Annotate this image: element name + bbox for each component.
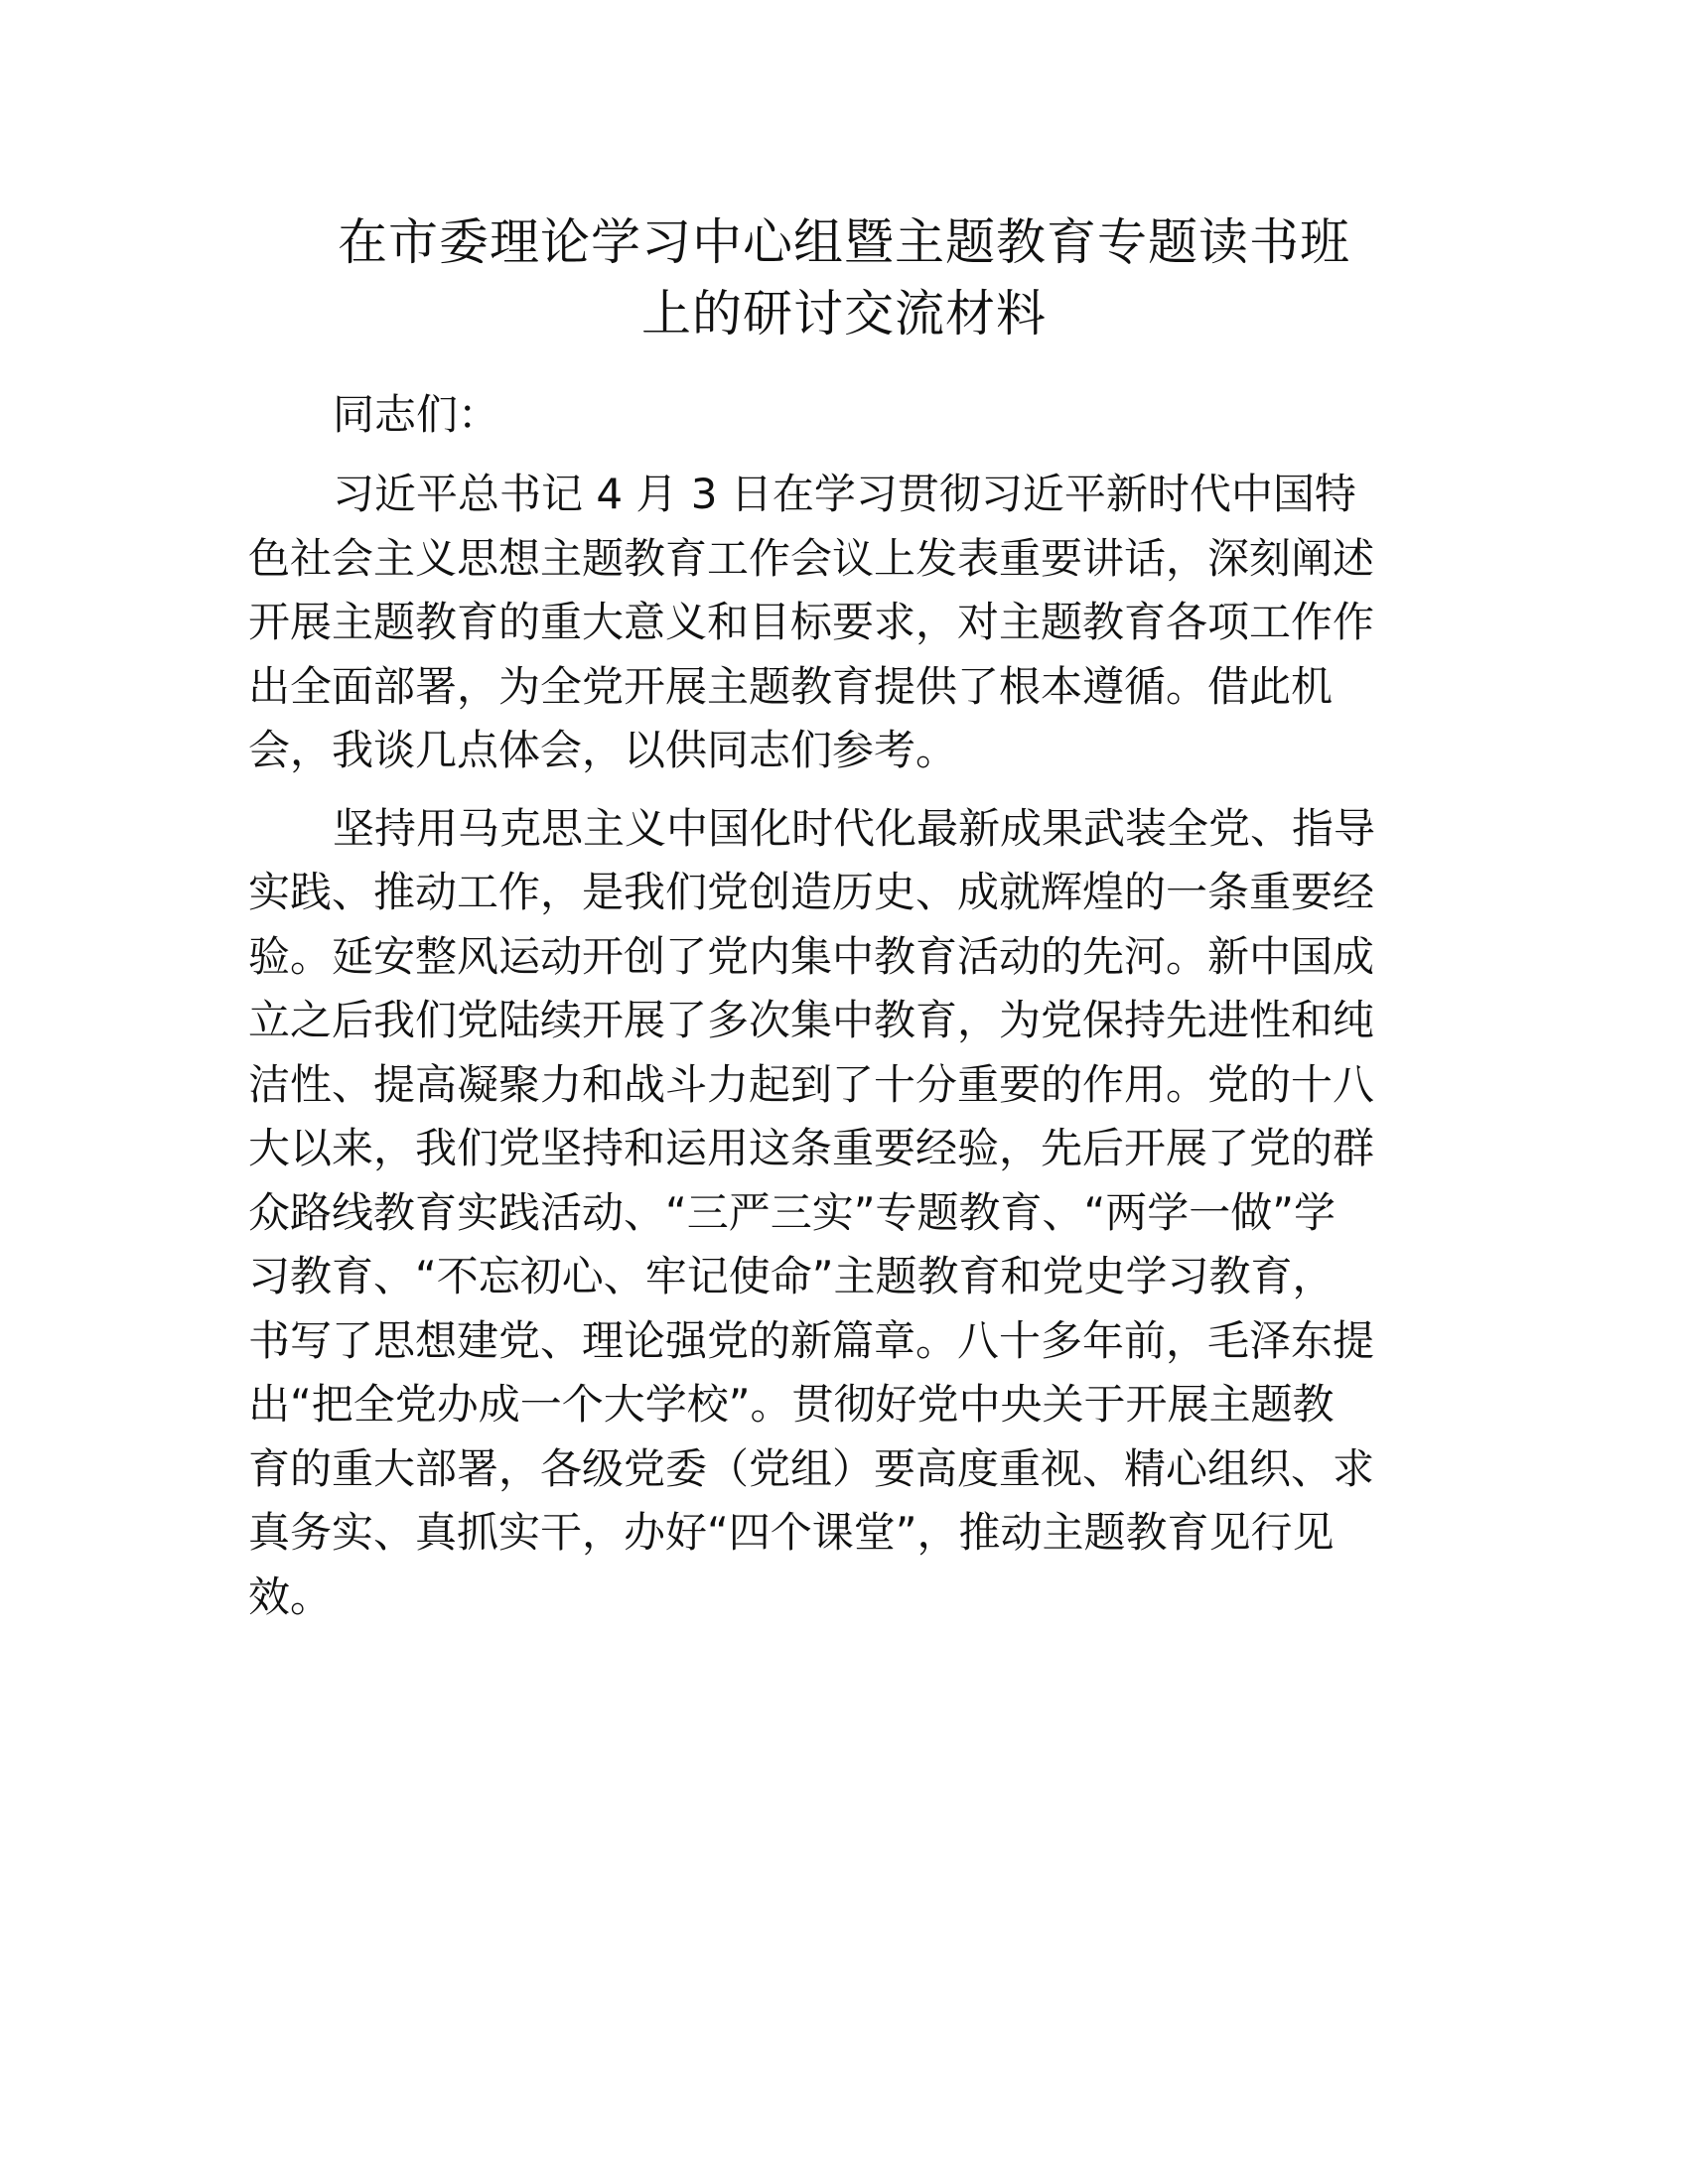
paragraph-line: 书写了思想建党、理论强党的新篇章。八十多年前，毛泽东提 — [248, 1315, 1375, 1365]
paragraph-line: 出“把全党办成一个大学校”。贯彻好党中央关于开展主题教 — [248, 1380, 1335, 1429]
salutation: 同志们： — [333, 390, 500, 439]
paragraph-line: 开展主题教育的重大意义和目标要求，对主题教育各项工作作 — [248, 598, 1375, 646]
paragraph-line: 验。延安整风运动开创了党内集中教育活动的先河。新中国成 — [248, 931, 1375, 981]
paragraph-line: 习教育、“不忘初心、牢记使命”主题教育和党史学习教育， — [248, 1252, 1335, 1300]
paragraph-line: 立之后我们党陆续开展了多次集中教育，为党保持先进性和纯 — [248, 996, 1375, 1044]
title-line-1: 在市委理论学习中心组暨主题教育专题读书班 — [338, 213, 1350, 271]
paragraph-line: 坚持用马克思主义中国化时代化最新成果武装全党、指导 — [333, 803, 1376, 853]
paragraph-2 — [248, 797, 1440, 1630]
paragraph-line: 众路线教育实践活动、“三严三实”专题教育、“两学一做”学 — [248, 1187, 1336, 1237]
paragraph-line: 育的重大部署，各级党委（党组）要高度重视、精心组织、求 — [248, 1443, 1375, 1493]
paragraph-line: 实践、推动工作，是我们党创造历史、成就辉煌的一条重要经 — [248, 868, 1375, 916]
paragraph-line: 会，我谈几点体会，以供同志们参考。 — [248, 726, 958, 774]
paragraph-line: 洁性、提高凝聚力和战斗力起到了十分重要的作用。党的十八 — [248, 1059, 1375, 1109]
title-line-2: 上的研讨交流材料 — [641, 285, 1047, 342]
paragraph-1 — [248, 463, 1440, 783]
paragraph-line: 习近平总书记 4 月 3 日在学习贯彻习近平新时代中国特 — [333, 470, 1356, 518]
paragraph-line: 效。 — [248, 1571, 333, 1621]
paragraph-line: 出全面部署，为全党开展主题教育提供了根本遵循。借此机 — [248, 661, 1334, 711]
paragraph-line: 大以来，我们党坚持和运用这条重要经验，先后开展了党的群 — [248, 1124, 1375, 1172]
paragraph-line: 真务实、真抓实干，办好“四个课堂”，推动主题教育见行见 — [248, 1508, 1335, 1557]
document-title — [248, 206, 1440, 349]
paragraph-line: 色社会主义思想主题教育工作会议上发表重要讲话，深刻阐述 — [248, 533, 1375, 583]
document-body — [248, 383, 1440, 1643]
